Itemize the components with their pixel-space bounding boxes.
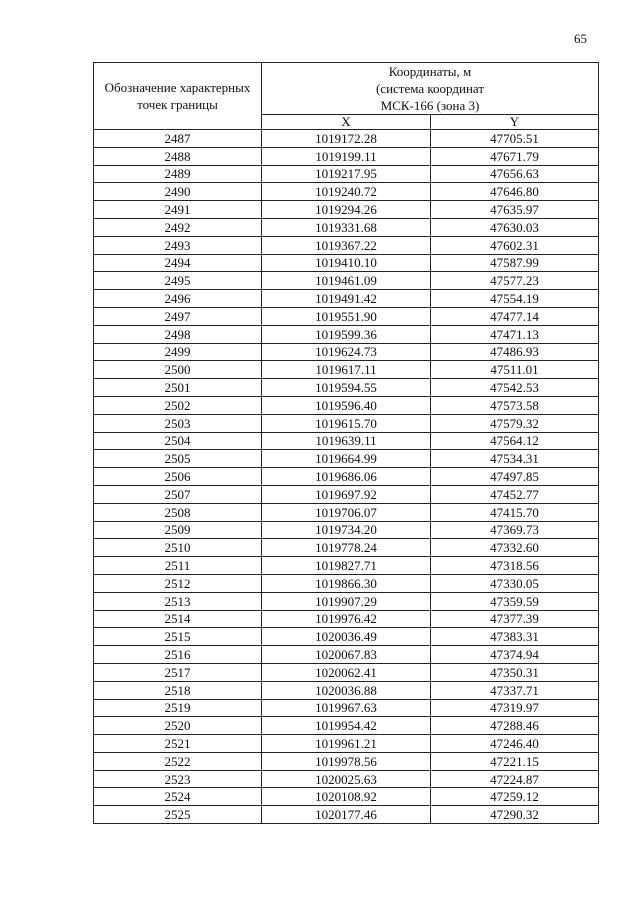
y-coordinate-cell: 47332.60: [431, 539, 599, 557]
point-cell: 2497: [94, 307, 262, 325]
table-row: [94, 130, 599, 148]
point-cell: 2489: [94, 165, 262, 183]
point-cell: 2520: [94, 717, 262, 735]
x-coordinate-cell: 1019551.90: [262, 307, 431, 325]
x-coordinate-cell: 1019967.63: [262, 699, 431, 717]
y-coordinate-cell: 47224.87: [431, 770, 599, 788]
y-coordinate-cell: 47573.58: [431, 396, 599, 414]
x-coordinate-cell: 1019639.11: [262, 432, 431, 450]
x-coordinate-cell: 1020062.41: [262, 663, 431, 681]
x-coordinate-cell: 1019199.11: [262, 147, 431, 165]
table-row: [94, 468, 599, 486]
coordinates-label-line3: МСК-166 (зона 3): [380, 98, 480, 113]
y-coordinate-cell: 47337.71: [431, 681, 599, 699]
table-row: [94, 379, 599, 397]
coordinates-label-line1: Координаты, м: [388, 64, 472, 79]
point-cell: 2522: [94, 752, 262, 770]
point-cell: 2487: [94, 130, 262, 148]
point-cell: 2515: [94, 628, 262, 646]
coordinates-table: [93, 62, 599, 824]
y-coordinate-cell: 47705.51: [431, 130, 599, 148]
point-cell: 2503: [94, 414, 262, 432]
point-cell: 2506: [94, 468, 262, 486]
x-coordinate-cell: 1019978.56: [262, 752, 431, 770]
x-coordinate-cell: 1019954.42: [262, 717, 431, 735]
point-cell: 2492: [94, 218, 262, 236]
x-coordinate-cell: 1019686.06: [262, 468, 431, 486]
y-coordinate-cell: 47577.23: [431, 272, 599, 290]
table-row: [94, 610, 599, 628]
point-cell: 2513: [94, 592, 262, 610]
x-coordinate-cell: 1020025.63: [262, 770, 431, 788]
y-coordinate-cell: 47534.31: [431, 450, 599, 468]
y-coordinate-cell: 47497.85: [431, 468, 599, 486]
points-column-label: Обозначение характерных точек границы: [104, 80, 251, 112]
point-cell: 2501: [94, 379, 262, 397]
point-cell: 2495: [94, 272, 262, 290]
y-coordinate-cell: 47542.53: [431, 379, 599, 397]
point-cell: 2505: [94, 450, 262, 468]
x-coordinate-cell: 1019491.42: [262, 290, 431, 308]
point-cell: 2500: [94, 361, 262, 379]
point-cell: 2524: [94, 788, 262, 806]
y-coordinate-cell: 47318.56: [431, 557, 599, 575]
x-coordinate-cell: 1019172.28: [262, 130, 431, 148]
y-coordinate-cell: 47377.39: [431, 610, 599, 628]
x-coordinate-cell: 1020108.92: [262, 788, 431, 806]
x-coordinate-cell: 1020177.46: [262, 806, 431, 824]
table-row: [94, 539, 599, 557]
x-coordinate-cell: 1019217.95: [262, 165, 431, 183]
x-coordinate-cell: 1019461.09: [262, 272, 431, 290]
table-row: [94, 236, 599, 254]
x-column-header: X: [262, 115, 431, 130]
point-cell: 2516: [94, 646, 262, 664]
point-cell: 2493: [94, 236, 262, 254]
table-row: [94, 432, 599, 450]
table-row: [94, 361, 599, 379]
point-cell: 2498: [94, 325, 262, 343]
point-cell: 2521: [94, 735, 262, 753]
table-row: [94, 414, 599, 432]
table-row: [94, 290, 599, 308]
point-cell: 2517: [94, 663, 262, 681]
x-coordinate-cell: 1020067.83: [262, 646, 431, 664]
x-coordinate-cell: 1019367.22: [262, 236, 431, 254]
table-row: [94, 450, 599, 468]
table-row: [94, 343, 599, 361]
point-cell: 2519: [94, 699, 262, 717]
point-cell: 2508: [94, 503, 262, 521]
y-coordinate-cell: 47383.31: [431, 628, 599, 646]
point-cell: 2510: [94, 539, 262, 557]
table-row: [94, 307, 599, 325]
y-coordinate-cell: 47471.13: [431, 325, 599, 343]
page-number: 65: [574, 31, 587, 46]
table-row: [94, 646, 599, 664]
x-coordinate-cell: 1019294.26: [262, 201, 431, 219]
table-row: [94, 147, 599, 165]
y-coordinate-cell: 47259.12: [431, 788, 599, 806]
x-coordinate-cell: 1019706.07: [262, 503, 431, 521]
table-body: [94, 130, 599, 824]
x-coordinate-cell: 1019596.40: [262, 396, 431, 414]
y-coordinate-cell: 47579.32: [431, 414, 599, 432]
y-coordinate-cell: 47290.32: [431, 806, 599, 824]
point-cell: 2525: [94, 806, 262, 824]
point-cell: 2491: [94, 201, 262, 219]
x-coordinate-cell: 1019599.36: [262, 325, 431, 343]
point-cell: 2488: [94, 147, 262, 165]
coordinates-label-line2: (система координат: [375, 81, 485, 96]
point-cell: 2512: [94, 574, 262, 592]
y-coordinate-cell: 47587.99: [431, 254, 599, 272]
table-row: [94, 574, 599, 592]
y-coordinate-cell: 47656.63: [431, 165, 599, 183]
coordinates-column-header: [262, 63, 599, 115]
table-row: [94, 254, 599, 272]
x-coordinate-cell: 1019615.70: [262, 414, 431, 432]
point-cell: 2494: [94, 254, 262, 272]
table-row: [94, 485, 599, 503]
points-column-header: [94, 63, 262, 130]
x-coordinate-cell: 1019976.42: [262, 610, 431, 628]
y-coordinate-cell: 47369.73: [431, 521, 599, 539]
y-coordinate-cell: 47477.14: [431, 307, 599, 325]
table-row: [94, 557, 599, 575]
y-coordinate-cell: 47646.80: [431, 183, 599, 201]
x-coordinate-cell: 1019664.99: [262, 450, 431, 468]
table-row: [94, 717, 599, 735]
table-row: [94, 788, 599, 806]
y-coordinate-cell: 47288.46: [431, 717, 599, 735]
x-coordinate-cell: 1019961.21: [262, 735, 431, 753]
y-coordinate-cell: 47602.31: [431, 236, 599, 254]
point-cell: 2504: [94, 432, 262, 450]
y-coordinate-cell: 47319.97: [431, 699, 599, 717]
table-row: [94, 681, 599, 699]
point-cell: 2507: [94, 485, 262, 503]
y-coordinate-cell: 47330.05: [431, 574, 599, 592]
y-coordinate-cell: 47671.79: [431, 147, 599, 165]
table-row: [94, 272, 599, 290]
y-coordinate-cell: 47246.40: [431, 735, 599, 753]
y-coordinate-cell: 47511.01: [431, 361, 599, 379]
point-cell: 2514: [94, 610, 262, 628]
table-row: [94, 663, 599, 681]
y-coordinate-cell: 47452.77: [431, 485, 599, 503]
table-row: [94, 396, 599, 414]
point-cell: 2490: [94, 183, 262, 201]
x-coordinate-cell: 1019240.72: [262, 183, 431, 201]
table-row: [94, 806, 599, 824]
y-coordinate-cell: 47374.94: [431, 646, 599, 664]
point-cell: 2499: [94, 343, 262, 361]
y-coordinate-cell: 47359.59: [431, 592, 599, 610]
x-coordinate-cell: 1019594.55: [262, 379, 431, 397]
x-coordinate-cell: 1019624.73: [262, 343, 431, 361]
table-row: [94, 503, 599, 521]
x-coordinate-cell: 1019734.20: [262, 521, 431, 539]
y-column-header: Y: [431, 115, 599, 130]
x-coordinate-cell: 1019697.92: [262, 485, 431, 503]
table-row: [94, 735, 599, 753]
point-cell: 2518: [94, 681, 262, 699]
y-coordinate-cell: 47564.12: [431, 432, 599, 450]
table-row: [94, 752, 599, 770]
y-coordinate-cell: 47486.93: [431, 343, 599, 361]
y-coordinate-cell: 47554.19: [431, 290, 599, 308]
point-cell: 2511: [94, 557, 262, 575]
point-cell: 2496: [94, 290, 262, 308]
table-row: [94, 201, 599, 219]
x-coordinate-cell: 1019617.11: [262, 361, 431, 379]
x-coordinate-cell: 1019907.29: [262, 592, 431, 610]
x-coordinate-cell: 1019778.24: [262, 539, 431, 557]
table-row: [94, 521, 599, 539]
x-coordinate-cell: 1019331.68: [262, 218, 431, 236]
y-coordinate-cell: 47635.97: [431, 201, 599, 219]
table-row: [94, 325, 599, 343]
x-coordinate-cell: 1020036.49: [262, 628, 431, 646]
table-row: [94, 218, 599, 236]
x-coordinate-cell: 1019410.10: [262, 254, 431, 272]
point-cell: 2509: [94, 521, 262, 539]
point-cell: 2523: [94, 770, 262, 788]
table-row: [94, 165, 599, 183]
table-row: [94, 628, 599, 646]
x-coordinate-cell: 1019866.30: [262, 574, 431, 592]
y-coordinate-cell: 47415.70: [431, 503, 599, 521]
y-coordinate-cell: 47350.31: [431, 663, 599, 681]
table-row: [94, 770, 599, 788]
y-coordinate-cell: 47221.15: [431, 752, 599, 770]
table-row: [94, 592, 599, 610]
point-cell: 2502: [94, 396, 262, 414]
x-coordinate-cell: 1020036.88: [262, 681, 431, 699]
x-coordinate-cell: 1019827.71: [262, 557, 431, 575]
y-coordinate-cell: 47630.03: [431, 218, 599, 236]
table-row: [94, 183, 599, 201]
table-row: [94, 699, 599, 717]
